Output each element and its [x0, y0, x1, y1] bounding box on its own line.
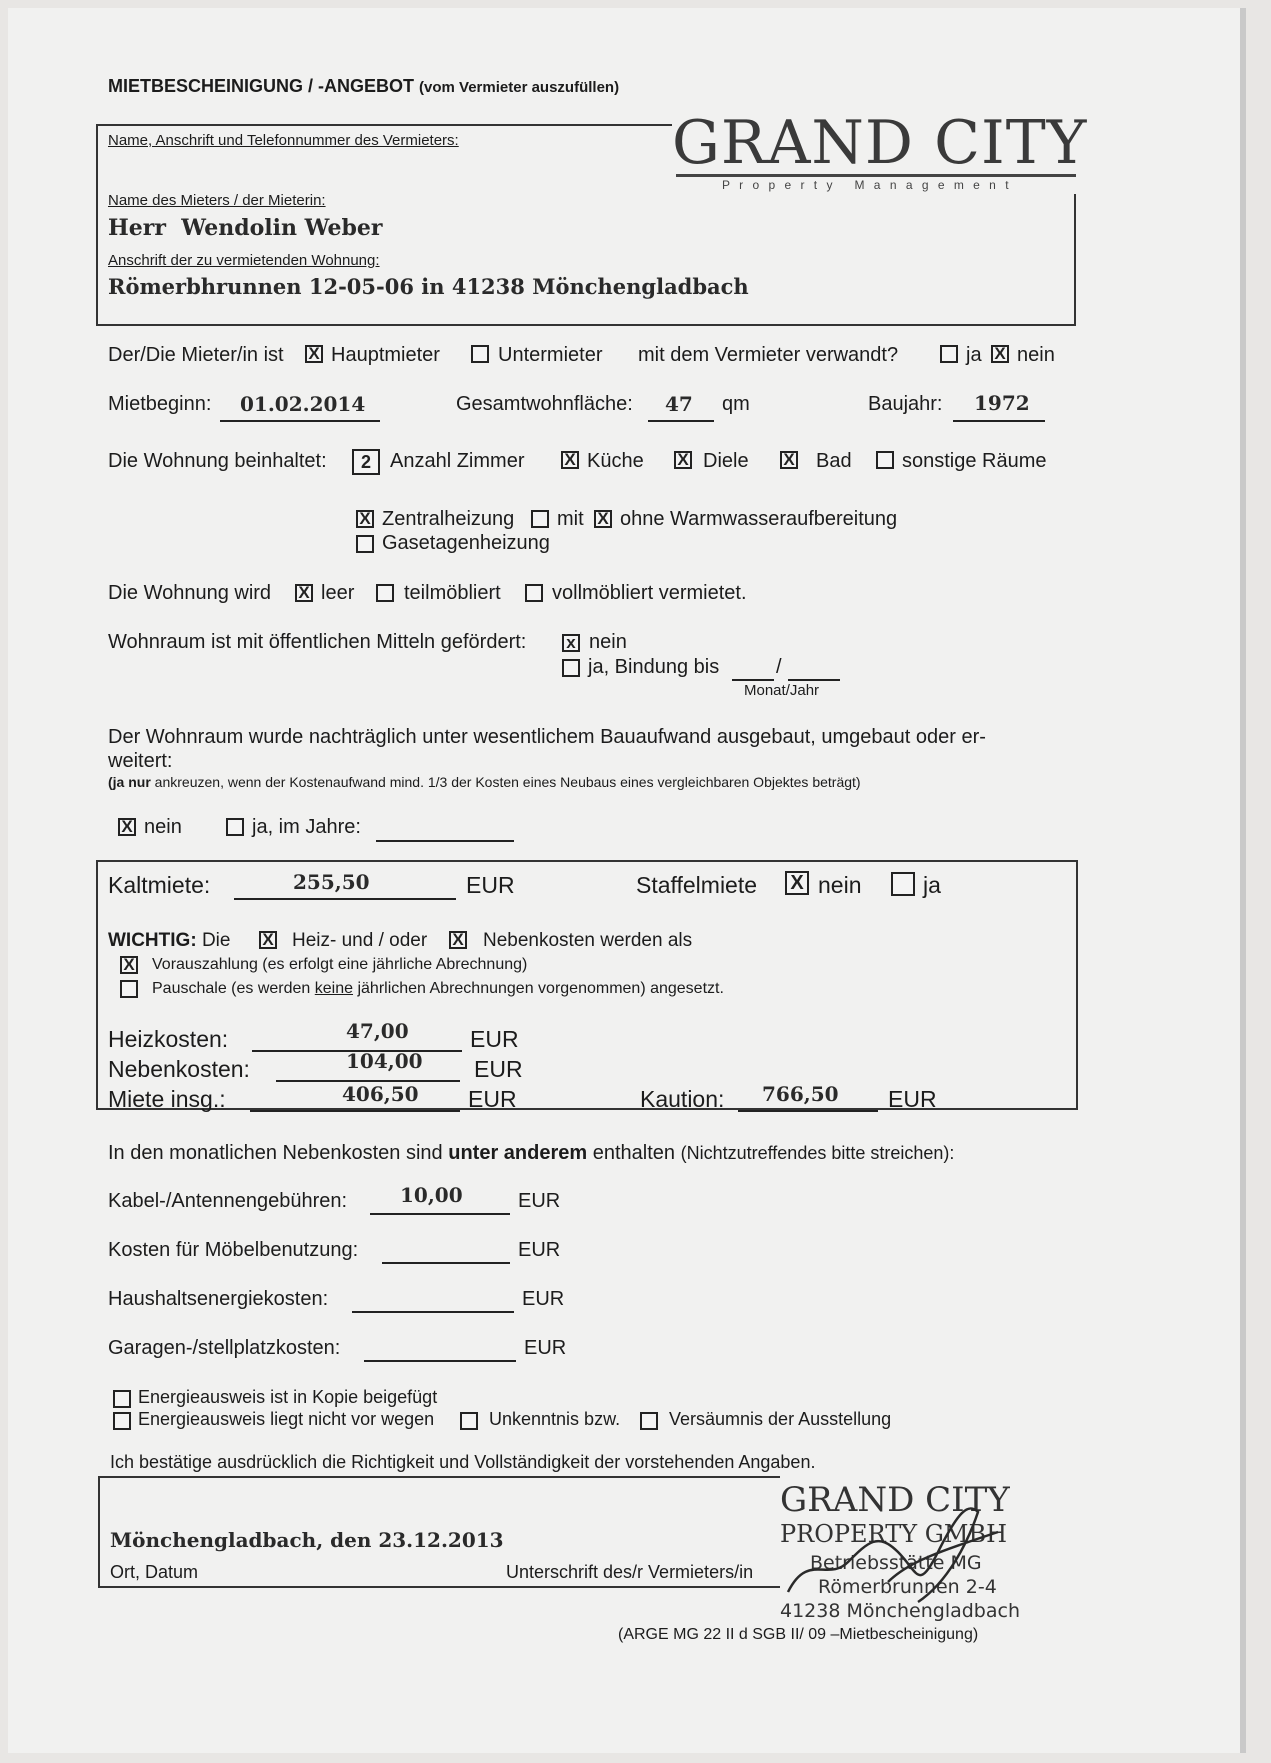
total-rent-value[interactable]: 406,50	[342, 1082, 419, 1106]
public-funds-no-label: nein	[589, 631, 627, 653]
year-line	[953, 420, 1045, 422]
additional-costs-checkbox[interactable]: X	[449, 931, 467, 949]
binding-month-line[interactable]	[732, 679, 774, 681]
renovation-no-label: nein	[144, 816, 182, 838]
furniture-costs-line[interactable]	[382, 1262, 510, 1264]
flat-rate-label	[152, 980, 724, 998]
hall-label: Diele	[703, 450, 749, 472]
graduated-no-label: nein	[818, 872, 862, 898]
central-heating-checkbox[interactable]: X	[356, 510, 374, 528]
main-tenant-label: Hauptmieter	[331, 344, 440, 366]
heating-costs-value[interactable]: 47,00	[346, 1019, 409, 1043]
cable-fees-currency: EUR	[518, 1190, 561, 1212]
cold-rent-value[interactable]: 255,50	[293, 870, 370, 894]
cable-fees-line	[370, 1213, 510, 1215]
related-yes-label: ja	[966, 344, 982, 366]
empty-label: leer	[321, 582, 355, 604]
heating-costs-label: Heizkosten:	[108, 1026, 229, 1052]
confirmation-text: Ich bestätige ausdrücklich die Richtigkeit und Vollständigkeit der vorstehenden Angaben.	[110, 1452, 816, 1472]
included-intro	[108, 1142, 954, 1165]
energy-costs-line[interactable]	[352, 1311, 514, 1313]
energy-costs-label: Haushaltsenergiekosten:	[108, 1288, 329, 1310]
energy-cert-unknown-checkbox[interactable]	[460, 1412, 478, 1430]
garage-costs-currency: EUR	[524, 1337, 567, 1359]
tenant-label: Name des Mieters / der Mieterin:	[108, 192, 326, 209]
related-question: mit dem Vermieter verwandt?	[638, 344, 899, 366]
related-no-label: nein	[1017, 344, 1055, 366]
logo-text: GRAND CITY	[672, 108, 1088, 178]
cold-rent-label: Kaltmiete:	[108, 872, 211, 898]
graduated-yes-label: ja	[923, 872, 941, 898]
partly-furnished-checkbox[interactable]	[376, 584, 394, 602]
public-funds-label: Wohnraum ist mit öffentlichen Mitteln gefördert:	[108, 631, 527, 653]
kitchen-label: Küche	[587, 450, 644, 472]
included-intro-mid: enthalten	[587, 1142, 681, 1164]
other-rooms-checkbox[interactable]	[876, 451, 894, 469]
renovation-no-checkbox[interactable]: X	[118, 818, 136, 836]
stamp-line-2: PROPERTY GMBH	[780, 1520, 1008, 1548]
deposit-line	[738, 1110, 878, 1112]
furniture-costs-label: Kosten für Möbelbenutzung:	[108, 1239, 359, 1261]
fully-furnished-checkbox[interactable]	[525, 584, 543, 602]
public-funds-yes-checkbox[interactable]	[562, 659, 580, 677]
company-logo	[672, 108, 1088, 194]
area-value[interactable]: 47	[665, 392, 693, 416]
cold-rent-currency: EUR	[466, 872, 515, 898]
graduated-no-checkbox[interactable]: X	[785, 871, 809, 895]
renovation-yes-label: ja, im Jahre:	[252, 816, 361, 838]
energy-costs-currency: EUR	[522, 1288, 565, 1310]
renovation-note	[108, 774, 861, 790]
renovation-text-1: Der Wohnraum wurde nachträglich unter wesentlichem Bauaufwand ausgebaut, umgebaut oder er-	[108, 726, 986, 748]
cold-rent-line	[234, 898, 456, 900]
graduated-yes-checkbox[interactable]	[891, 872, 915, 896]
renovation-year-line[interactable]	[376, 840, 514, 842]
additional-costs-label: Nebenkosten:	[108, 1056, 250, 1082]
logo-subtitle: P r o p e r t y M a n a g e m e n t	[722, 178, 1012, 192]
flat-rate-checkbox[interactable]	[120, 980, 138, 998]
other-rooms-label: sonstige Räume	[902, 450, 1047, 472]
with-hot-water-checkbox[interactable]	[531, 510, 549, 528]
form-title-text: MIETBESCHEINIGUNG / -ANGEBOT	[108, 76, 415, 96]
included-intro-note: (Nichtzutreffendes bitte streichen):	[680, 1143, 955, 1163]
total-rent-label: Miete insg.:	[108, 1086, 226, 1112]
handwritten-signature	[768, 1492, 1028, 1622]
form-title-note: (vom Vermieter auszufüllen)	[419, 79, 620, 96]
stamp-line-1: GRAND CITY	[780, 1480, 1010, 1520]
total-rent-currency: EUR	[468, 1086, 517, 1112]
deposit-label: Kaution:	[640, 1086, 725, 1112]
year-value[interactable]: 1972	[974, 391, 1030, 415]
public-funds-no-checkbox[interactable]: x	[562, 634, 580, 652]
fully-furnished-label: vollmöbliert vermietet.	[552, 582, 747, 604]
garage-costs-label: Garagen-/stellplatzkosten:	[108, 1337, 341, 1359]
important-heating-label: Heiz- und / oder	[292, 930, 428, 951]
document-sheet	[8, 8, 1246, 1753]
important-costs-label: Nebenkosten werden als	[483, 930, 693, 951]
renovation-note-bold: nur	[128, 774, 151, 790]
renovation-text-2: weitert:	[108, 750, 173, 772]
flat-rate-post: jährlichen Abrechnungen vorgenommen) angesetzt.	[353, 980, 724, 997]
tenant-type-prefix: Der/Die Mieter/in ist	[108, 344, 284, 366]
stamp-line-4: Römerbrunnen 2-4	[818, 1576, 997, 1598]
kitchen-checkbox[interactable]: X	[561, 451, 579, 469]
stamp-line-5: 41238 Mönchengladbach	[780, 1600, 1020, 1622]
graduated-rent-label: Staffelmiete	[636, 872, 758, 898]
sub-tenant-label: Untermieter	[498, 344, 603, 366]
area-line	[648, 420, 714, 422]
renovation-yes-checkbox[interactable]	[226, 818, 244, 836]
area-unit: qm	[722, 393, 750, 415]
cable-fees-value[interactable]: 10,00	[400, 1183, 463, 1207]
included-intro-bold: unter anderem	[448, 1142, 588, 1164]
area-label: Gesamtwohnfläche:	[456, 393, 633, 415]
empty-checkbox[interactable]: X	[295, 584, 313, 602]
additional-costs-value[interactable]: 104,00	[346, 1049, 423, 1073]
energy-cert-copy-label: Energieausweis ist in Kopie beigefügt	[138, 1387, 438, 1407]
additional-costs-currency: EUR	[474, 1056, 523, 1082]
form-title	[108, 76, 619, 97]
room-count-box[interactable]: 2	[352, 449, 380, 475]
prepayment-label: Vorauszahlung (es erfolgt eine jährliche Abrechnung)	[152, 956, 528, 973]
binding-slash: /	[776, 656, 782, 678]
footer-reference: (ARGE MG 22 II d SGB II/ 09 –Mietbescheinigung)	[618, 1626, 979, 1643]
place-date-label: Ort, Datum	[110, 1562, 199, 1582]
energy-cert-neglect-checkbox[interactable]	[640, 1412, 658, 1430]
binding-year-line[interactable]	[788, 679, 840, 681]
heating-costs-checkbox[interactable]: X	[259, 931, 277, 949]
address-value: Römerbhrunnen 12-05-06 in 41238 Mönchengladbach	[108, 274, 749, 299]
garage-costs-line[interactable]	[364, 1360, 516, 1362]
bath-checkbox[interactable]: X	[780, 451, 798, 469]
bath-label: Bad	[816, 450, 852, 472]
lease-start-label: Mietbeginn:	[108, 393, 212, 415]
included-intro-pre: In den monatlichen Nebenkosten sind	[108, 1142, 449, 1164]
prepayment-checkbox[interactable]: X	[120, 956, 138, 974]
furniture-costs-currency: EUR	[518, 1239, 561, 1261]
lease-start-line	[220, 420, 380, 422]
renovation-note-pre: (ja	[108, 774, 129, 790]
central-heating-label: Zentralheizung	[382, 508, 515, 530]
with-label: mit	[557, 508, 584, 530]
cable-fees-label: Kabel-/Antennengebühren:	[108, 1190, 348, 1212]
lease-start-value[interactable]: 01.02.2014	[240, 392, 366, 416]
gas-heating-checkbox[interactable]	[356, 535, 374, 553]
deposit-currency: EUR	[888, 1086, 937, 1112]
room-count-label: Anzahl Zimmer	[390, 450, 525, 472]
energy-cert-neglect-label: Versäumnis der Ausstellung	[669, 1409, 892, 1429]
stamp-line-3: Betriebsstätte MG	[810, 1552, 982, 1574]
important-label: WICHTIG:	[108, 930, 197, 951]
furnishing-prefix: Die Wohnung wird	[108, 582, 272, 604]
without-hot-water-checkbox[interactable]: X	[594, 510, 612, 528]
energy-cert-missing-label: Energieausweis liegt nicht vor wegen	[138, 1409, 435, 1429]
signature-label: Unterschrift des/r Vermieters/in	[506, 1562, 754, 1582]
landlord-label: Name, Anschrift und Telefonnummer des Vermieters:	[108, 132, 459, 149]
main-tenant-checkbox[interactable]: X	[305, 345, 323, 363]
year-label: Baujahr:	[868, 393, 943, 415]
rooms-label: Die Wohnung beinhaltet:	[108, 450, 327, 472]
related-no-checkbox[interactable]: X	[991, 345, 1009, 363]
energy-cert-missing-checkbox[interactable]	[113, 1412, 131, 1430]
renovation-note-post: ankreuzen, wenn der Kostenaufwand mind. 1/3 der Kosten eines Neubaus eines vergleichbaren Objektes beträgt)	[150, 774, 861, 790]
hall-checkbox[interactable]: X	[674, 451, 692, 469]
flat-rate-pre: Pauschale (es werden	[152, 980, 315, 997]
deposit-value[interactable]: 766,50	[762, 1082, 839, 1106]
month-year-caption: Monat/Jahr	[744, 682, 820, 699]
gas-heating-label: Gasetagenheizung	[382, 532, 550, 554]
flat-rate-keine: keine	[314, 980, 354, 997]
sub-tenant-checkbox[interactable]	[471, 345, 489, 363]
public-funds-yes-label: ja, Bindung bis	[588, 656, 720, 678]
partly-furnished-label: teilmöbliert	[404, 582, 501, 604]
without-hot-water-label: ohne Warmwasseraufbereitung	[620, 508, 898, 530]
total-rent-line	[250, 1110, 460, 1112]
energy-cert-unknown-label: Unkenntnis bzw.	[489, 1409, 621, 1429]
tenant-name: Herr Wendolin Weber	[108, 215, 383, 241]
place-date-value[interactable]: Mönchengladbach, den 23.12.2013	[110, 1528, 504, 1552]
heating-costs-currency: EUR	[470, 1026, 519, 1052]
related-yes-checkbox[interactable]	[940, 345, 958, 363]
important-die: Die	[201, 930, 231, 951]
logo-rule	[676, 174, 1076, 177]
energy-cert-copy-checkbox[interactable]	[113, 1390, 131, 1408]
address-label: Anschrift der zu vermietenden Wohnung:	[108, 252, 380, 269]
important-line	[108, 930, 230, 952]
